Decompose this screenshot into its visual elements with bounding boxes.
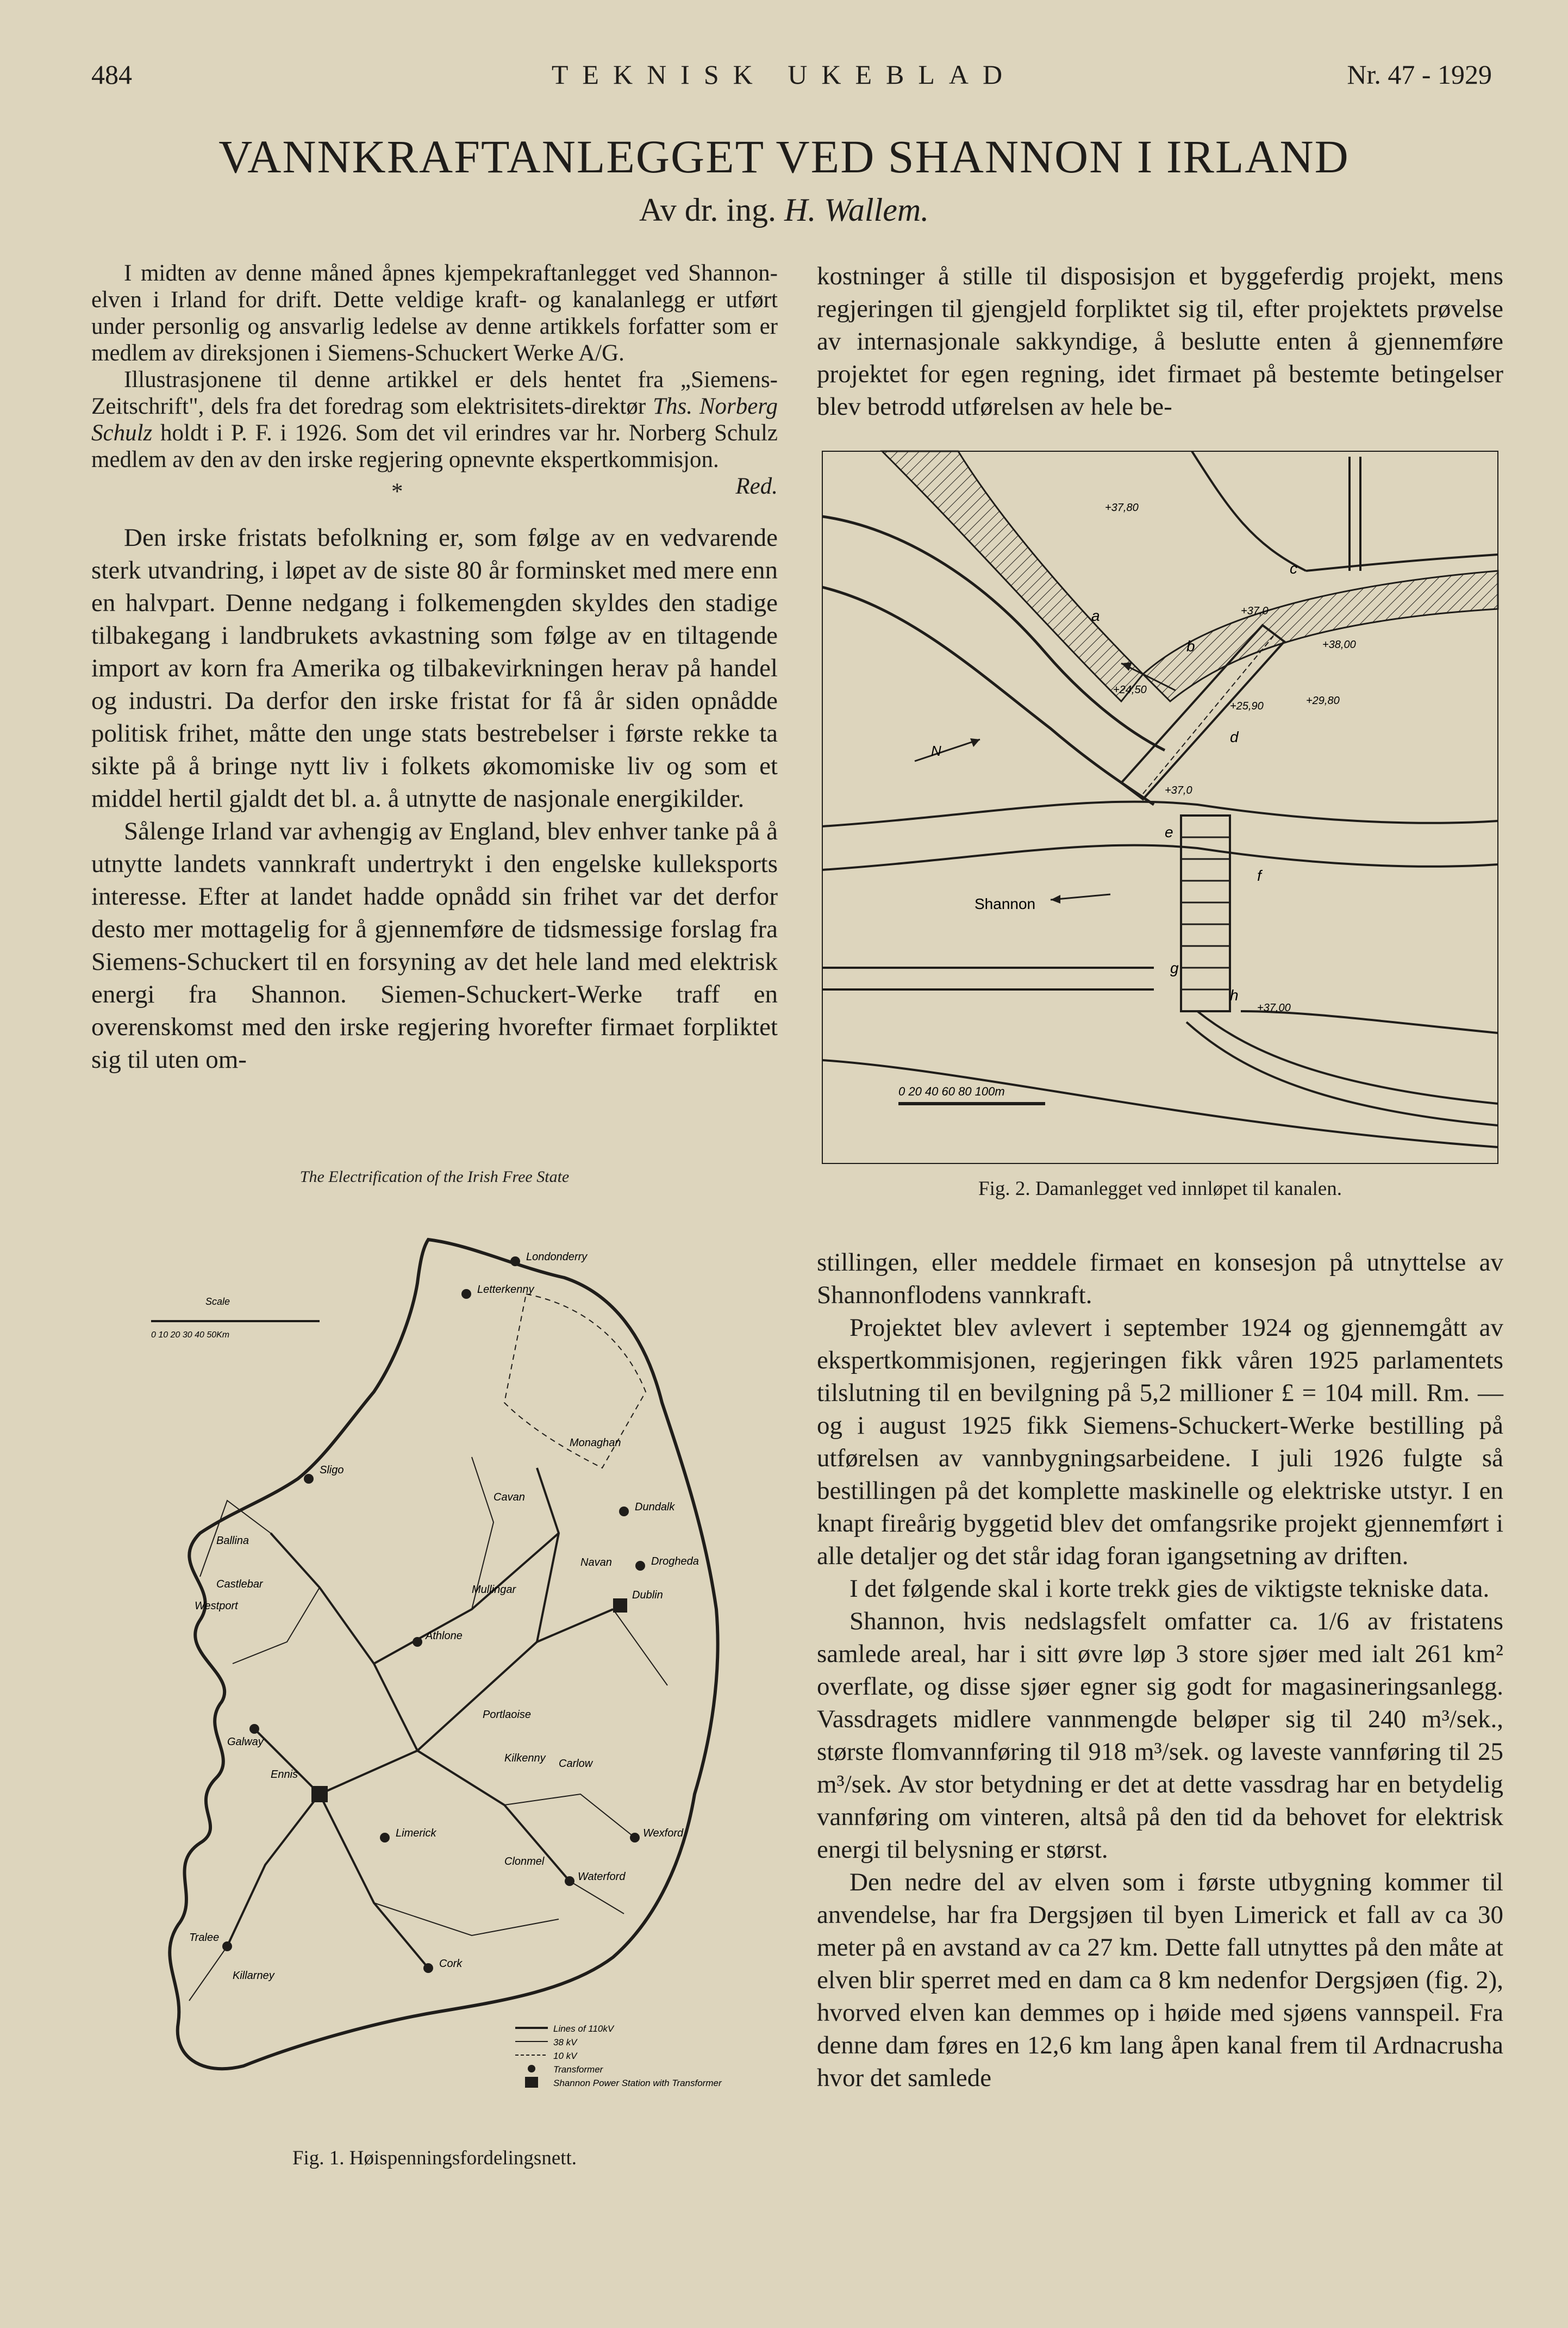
city-label-12: Tralee [189, 1932, 220, 1944]
city-label-7: Galway [227, 1736, 264, 1748]
city-dot-waterford [565, 1876, 574, 1886]
fig2-scale-label: 0 20 40 60 80 100m [898, 1085, 1005, 1098]
fig1-ireland-map [91, 1196, 778, 2131]
intro-paragraph-1: I midten av denne måned åpnes kjempekraftanlegget ved Shannon-elven i Irland for drift. Dette veldige kraft- og kanalanlegg er utført under personlig og ansvarlig ledelse av denne artikkels forfatter som er medlem av direksjonen i Siemens-Schuckert Werke A/G. [91, 260, 778, 366]
city-dot-drogheda [635, 1561, 645, 1571]
right-column-bottom [817, 1246, 1503, 2094]
city-label-19: Ennis [271, 1769, 298, 1781]
body-paragraph-4: stillingen, eller meddele firmaet en konsesjon på utnyttelse av Shannonflodens vannkraft. [817, 1248, 1503, 1309]
city-dot-cork [423, 1963, 433, 1973]
city-label-4: Drogheda [651, 1555, 699, 1567]
city-label-23: Monaghan [570, 1437, 621, 1449]
legend-item-4: Shannon Power Station with Transformer [553, 2078, 722, 2088]
city-label-15: Mullingar [472, 1584, 516, 1596]
fig2-label-g: g [1170, 960, 1179, 976]
power-network [227, 1468, 613, 1968]
river-bank-lower [822, 587, 1154, 805]
fig1-caption: Fig. 1. Høispenningsfordelingsnett. [292, 2147, 577, 2169]
city-dot-letterkenny [461, 1289, 471, 1299]
road-2 [1306, 555, 1498, 571]
intro-p2-b: holdt i P. F. i 1926. Som det vil erindres var hr. Norberg Schulz medlem av den av den irske regjering opnevnte ekspertkommisjon. [91, 420, 778, 472]
city-label-8: Limerick [396, 1827, 436, 1839]
right-column-top [817, 260, 1503, 423]
city-label-13: Killarney [233, 1970, 274, 1982]
fig2-label-c: c [1290, 560, 1297, 577]
left-column [91, 260, 778, 1076]
editor-sign: Red. [735, 474, 778, 499]
body-paragraph-7: Shannon, hvis nedslagsfelt omfatter ca. 1/6 av fristatens samlede areal, har i sitt øvre løp 3 store sjøer med ialt 261 km² overflate, og disse sjøer egner sig godt for magasineringsanlegg. Vassdragets midlere vannmengde beløper sig til 240 m³/sek., største flomvannføring til 918 m³/sek. og laveste vannføring til 25 m³/sek. Av stor betydning er det at dette vassdrag har en betydelig vannføring om vinteren, altså på den tid da behovet for elektrisk energi til belysning er størst. [817, 1607, 1503, 1864]
city-label-14: Kilkenny [504, 1752, 546, 1764]
city-dot-tralee [222, 1941, 232, 1951]
intro-paragraph-2 [91, 366, 778, 499]
legend-item-3: Transformer [553, 2064, 603, 2075]
journal-title: TEKNISK UKEBLAD [551, 59, 1017, 90]
city-dot-londonderry [510, 1256, 520, 1266]
north-arrow [915, 739, 980, 761]
separator-star: * [391, 479, 403, 505]
city-dot-dublin [613, 1598, 627, 1613]
city-label-5: Dublin [632, 1589, 663, 1601]
city-label-16: Ballina [216, 1535, 249, 1547]
distribution-lines [189, 1457, 667, 2001]
body-paragraph-5: Projektet blev avlevert i september 1924 og gjennemgått av ekspertkommisjonen, regjeringen fikk våren 1925 parlamentets tilslutning til en bevilgning på 5,2 millioner £ = 104 mill. Rm. — og i august 1925 fikk Siemens-Schuckert-Werke bestilling på utførelsen av vannbygningsarbeidene. I juli 1926 fulgte så bestillingen på det komplette maskinelle og elektriske utstyr. I en knapt fireårig byggetid blev det omfangsrike projekt gjennemført i alle detaljer og det står idag foran igangsetning av driften. [817, 1314, 1503, 1570]
legend-item-0: Lines of 110kV [553, 2024, 614, 2034]
city-dot-galway [249, 1724, 259, 1734]
fig2-caption: Fig. 2. Damanlegget ved innløpet til kanalen. [978, 1178, 1342, 1200]
city-label-1: Letterkenny [477, 1284, 534, 1296]
fig2-frame [822, 451, 1498, 1163]
intro-p2-a: Illustrasjonene til denne artikkel er dels hentet fra „Siemens-Zeitschrift", dels fra det foredrag som elektrisitets-direktør [91, 367, 778, 419]
lower-road-1 [1197, 1011, 1498, 1104]
ireland-coastline [170, 1240, 717, 2069]
byline-author: H. Wallem. [784, 192, 929, 228]
shannon-power-station [311, 1786, 328, 1802]
city-label-3: Dundalk [635, 1501, 675, 1513]
fig2-label-d: d [1230, 729, 1239, 745]
city-dot-wexford [630, 1833, 640, 1843]
city-label-20: Clonmel [504, 1856, 545, 1868]
body-paragraph-6: I det følgende skal i korte trekk gies de viktigste tekniske data. [849, 1574, 1490, 1603]
editor-intro [91, 260, 778, 505]
fig2-elev-3: +38,00 [1322, 639, 1356, 651]
city-label-0: Londonderry [526, 1251, 588, 1263]
body-paragraph-2: Sålenge Irland var avhengig av England, blev enhver tanke på å utnytte landets vannkraft undertrykt i den engelske kulleksports interesse. Efter at landet hadde opnådd sin frihet var det derfor desto mer mottagelig for å gjennemføre de tidsmessige forslag fra Siemens-Schuckert til en forsyning av det hele land med elektrisk energi fra Shannon. Siemen-Schuckert-Werke traff en overenskomst med den irske regjering hvorefter firmaet forpliktet sig til uten om- [91, 817, 778, 1074]
fig2-elev-7: +37,0 [1165, 785, 1192, 796]
fig2-label-a: a [1091, 607, 1100, 624]
fig2-elev-1: +37,80 [1105, 502, 1139, 514]
body-paragraph-3: kostninger å stille til disposisjon et byggeferdig projekt, mens regjeringen til gjengjeld forpliktet sig til, efter projektets prøvelse av internasjonale sakkyndige, å beslutte enten å gjennemføre projektet for egen regning, idet firmaet på bestemte betingelser blev betrodd utførelsen av hele be- [817, 262, 1503, 421]
city-label-17: Westport [195, 1600, 238, 1612]
fig2-elev-6: +29,80 [1306, 695, 1340, 707]
city-dot-sligo [304, 1474, 314, 1484]
city-label-6: Athlone [426, 1630, 463, 1642]
fig2-elev-4: +24,50 [1113, 684, 1147, 696]
fig2-elev-8: +37,00 [1257, 1002, 1291, 1014]
embankment-right [1143, 571, 1498, 701]
city-dot-limerick [380, 1833, 390, 1843]
lower-bank-3 [1241, 1011, 1498, 1033]
fig2-label-river: Shannon [974, 895, 1036, 912]
embankment-left [882, 451, 1143, 701]
city-label-11: Wexford [643, 1827, 684, 1839]
city-label-24: Cavan [493, 1491, 525, 1503]
city-label-18: Castlebar [216, 1578, 263, 1590]
fig2-label-h: h [1230, 987, 1239, 1004]
lower-road-2 [1186, 1022, 1498, 1125]
fig1-legend [515, 2024, 722, 2088]
byline [0, 191, 1568, 229]
article-title: VANNKRAFTANLEGGET VED SHANNON I IRLAND [218, 130, 1350, 183]
city-label-25: Portlaoise [483, 1709, 531, 1721]
issue-number: Nr. 47 - 1929 [1347, 59, 1492, 90]
city-label-21: Carlow [559, 1758, 593, 1770]
body-paragraph-1: Den irske fristats befolkning er, som følge av en vedvarende sterk utvandring, i løpet av de siste 80 år forminsket med mere enn en halvpart. Denne nedgang i folkemengden skyldes den stadige tilbakegang i landbrukets avkastning som følge av en tiltagende import av korn fra Amerika og tilbakevirkningen herav på handel og industri. Da derfor den irske fristat for få år siden opnådde politisk frihet, måtte den unge stats bestrebelser i første rekke ta sikte på å bringe nytt liv i folkets økomomiske liv og som et middel hertil gjaldt det bl. a. å utnytte de nasjonale energikilder. [91, 524, 778, 813]
city-dot-athlone [413, 1637, 422, 1647]
intro-p2-name: Ths. Norberg Schulz [91, 394, 778, 446]
weir [1181, 816, 1230, 1011]
city-label-2: Sligo [320, 1464, 344, 1476]
body-paragraph-8: Den nedre del av elven som i første utbygning kommer til anvendelse, har fra Dergsjøen til byen Limerick et fall av ca 30 meter på en avstand av ca 27 km. Dette fall utnyttes på den måte at elven blir sperret med en dam ca 8 km nedenfor Dergsjøen (fig. 2), hvorved elven kan demmes op i høide med sjøens vannspeil. Fra denne dam føres en 12,6 km lang åpen kanal frem til Ardnacrusha hvor det samlede [817, 1868, 1503, 2092]
fig1-scale-miles: 0 10 20 30 40 50Km [151, 1330, 230, 1340]
fig2-label-b: b [1186, 638, 1195, 655]
road-1 [1192, 451, 1306, 571]
legend-item-1: 38 kV [553, 2037, 577, 2047]
fig1-title: The Electrification of the Irish Free State [299, 1168, 570, 1186]
city-label-22: Navan [580, 1557, 612, 1568]
legend-item-2: 10 kV [553, 2051, 577, 2061]
fig2-dam-plan [817, 446, 1503, 1169]
river-line-1 [822, 802, 1498, 826]
fig2-label-north: N [931, 743, 941, 759]
fig2-label-e: e [1165, 824, 1173, 841]
fig2-label-f: f [1257, 867, 1261, 884]
fig2-elev-2: +37,0 [1241, 605, 1269, 617]
fig1-scale-label: Scale [205, 1296, 230, 1307]
byline-prefix: Av dr. ing. [639, 192, 777, 228]
fig2-elev-5: +25,90 [1230, 700, 1264, 712]
river-line-2 [822, 845, 1498, 870]
city-dot-dundalk [619, 1507, 629, 1516]
city-label-9: Cork [439, 1958, 463, 1970]
city-label-10: Waterford [578, 1871, 626, 1883]
page-number: 484 [91, 59, 132, 90]
